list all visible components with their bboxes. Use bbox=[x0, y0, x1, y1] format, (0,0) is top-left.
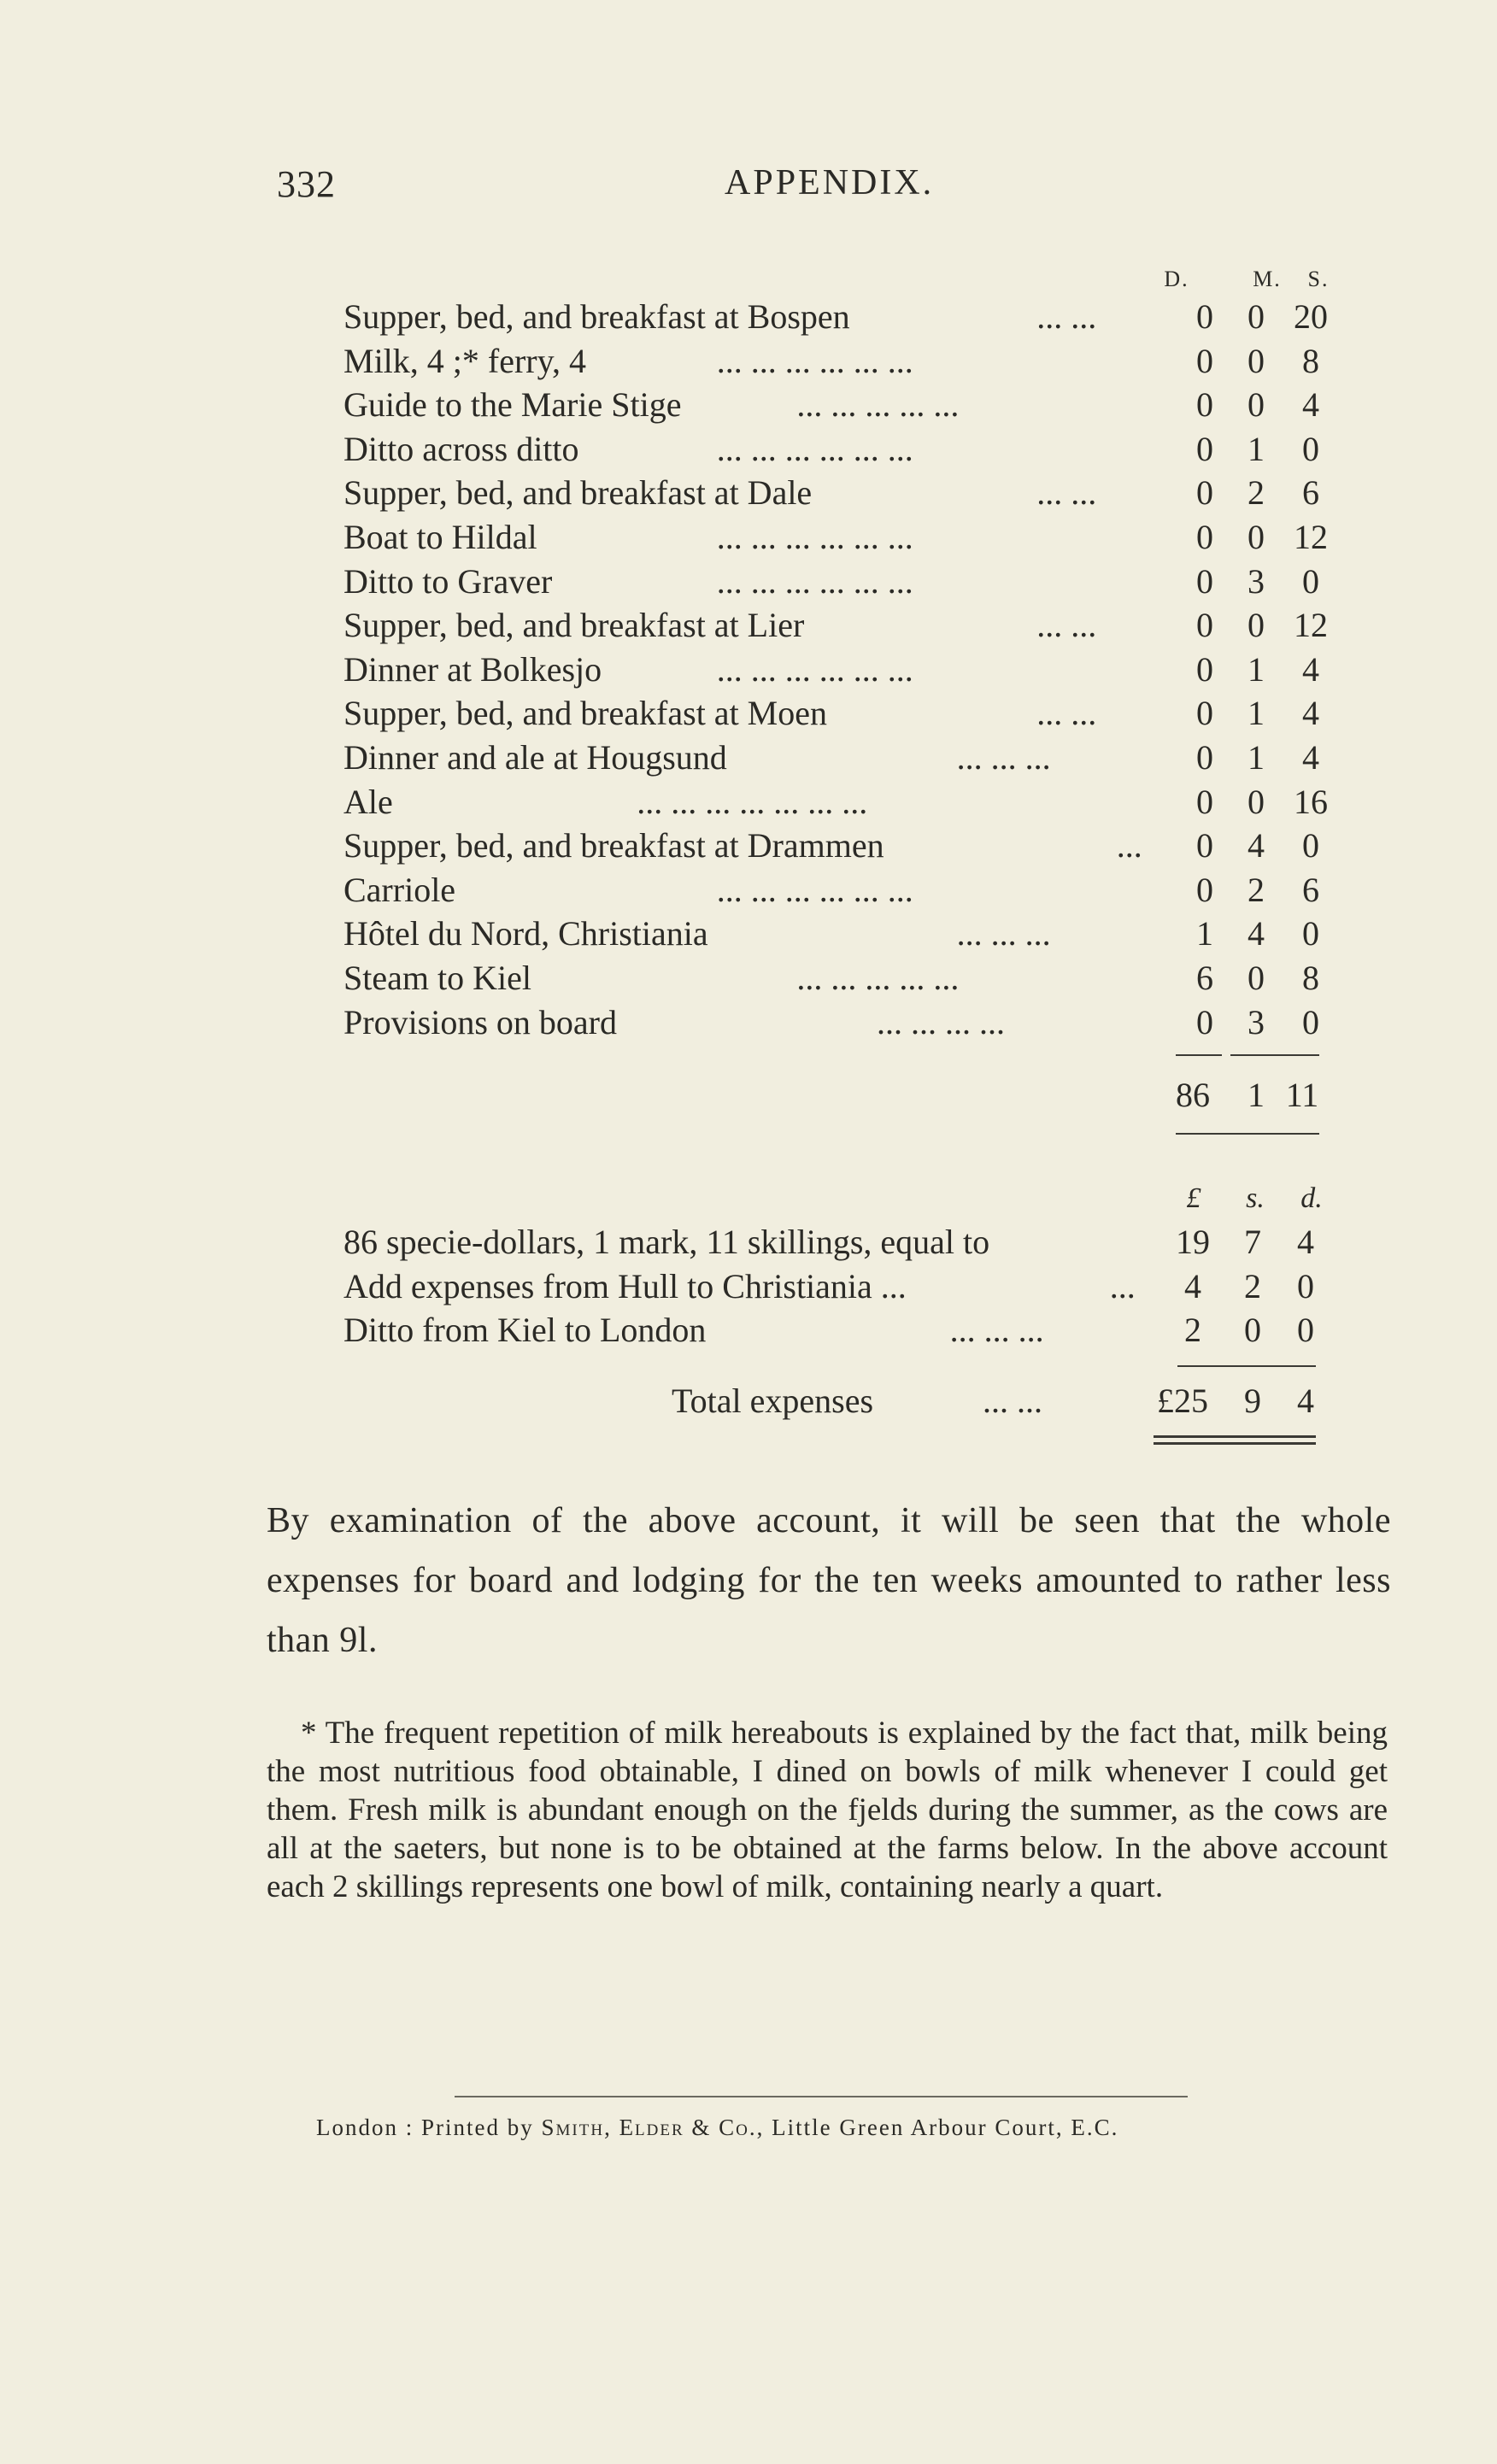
leader-dots: ... ... ... ... ... bbox=[796, 959, 960, 997]
amount-dollars: 0 bbox=[1196, 738, 1213, 777]
amount-marks: 4 bbox=[1248, 914, 1265, 953]
total-expenses-row bbox=[0, 1379, 1497, 1423]
expense-row bbox=[0, 383, 1497, 427]
expense-row bbox=[0, 560, 1497, 604]
amount-dollars: 0 bbox=[1196, 871, 1213, 909]
column-head-pence: d. bbox=[1300, 1182, 1323, 1214]
total-dollars: 86 bbox=[1176, 1076, 1210, 1114]
amount-dollars: 0 bbox=[1196, 385, 1213, 424]
leader-dots: ... ... bbox=[1036, 694, 1097, 732]
expense-row bbox=[0, 691, 1497, 736]
expense-row bbox=[0, 780, 1497, 824]
amount-marks: 0 bbox=[1248, 783, 1265, 821]
amount-shillings: 0 bbox=[1244, 1311, 1261, 1349]
expense-item: Supper, bed, and breakfast at Moen bbox=[343, 694, 827, 732]
expense-row bbox=[0, 868, 1497, 912]
amount-dollars: 0 bbox=[1196, 694, 1213, 732]
amount-shillings: 7 bbox=[1244, 1223, 1261, 1261]
leader-dots: ... ... ... ... ... ... bbox=[716, 518, 913, 556]
amount-skillings: 4 bbox=[1302, 650, 1319, 689]
expense-item: Ditto to Graver bbox=[343, 562, 553, 601]
amount-skillings: 6 bbox=[1302, 871, 1319, 909]
amount-marks: 0 bbox=[1248, 385, 1265, 424]
amount-marks: 1 bbox=[1248, 430, 1265, 468]
total-skillings: 11 bbox=[1285, 1076, 1319, 1114]
page-number: 332 bbox=[277, 163, 336, 205]
total-expenses-label: Total expenses bbox=[672, 1382, 874, 1420]
amount-skillings: 8 bbox=[1302, 959, 1319, 997]
sum-rule bbox=[1177, 1365, 1316, 1367]
amount-marks: 2 bbox=[1248, 871, 1265, 909]
leader-dots: ... ... ... bbox=[949, 1311, 1044, 1349]
amount-skillings: 4 bbox=[1302, 694, 1319, 732]
amount-marks: 4 bbox=[1248, 826, 1265, 865]
leader-dots: ... ... ... ... ... ... bbox=[716, 430, 913, 468]
expense-row bbox=[0, 515, 1497, 560]
amount-marks: 0 bbox=[1248, 606, 1265, 644]
amount-skillings: 0 bbox=[1302, 1003, 1319, 1041]
imprint-rule bbox=[455, 2096, 1188, 2097]
expense-row bbox=[0, 956, 1497, 1000]
column-head-marks: M. bbox=[1253, 267, 1282, 291]
page-header bbox=[0, 162, 1497, 205]
expense-row bbox=[0, 427, 1497, 472]
amount-marks: 3 bbox=[1248, 562, 1265, 601]
amount-marks: 0 bbox=[1248, 959, 1265, 997]
amount-marks: 1 bbox=[1248, 650, 1265, 689]
total-marks: 1 bbox=[1248, 1076, 1265, 1114]
leader-dots: ... ... ... bbox=[956, 738, 1051, 777]
expense-item: Ale bbox=[343, 783, 393, 821]
leader-dots: ... ... bbox=[1036, 473, 1097, 512]
leader-dots: ... ... ... bbox=[956, 914, 1051, 953]
column-head-shillings: s. bbox=[1246, 1182, 1265, 1214]
amount-skillings: 0 bbox=[1302, 430, 1319, 468]
expense-item: Dinner at Bolkesjo bbox=[343, 650, 602, 689]
amount-skillings: 4 bbox=[1302, 385, 1319, 424]
amount-marks: 1 bbox=[1248, 694, 1265, 732]
amount-skillings: 12 bbox=[1294, 606, 1328, 644]
amount-marks: 0 bbox=[1248, 342, 1265, 380]
total-pence: 4 bbox=[1297, 1382, 1314, 1420]
amount-pounds: 4 bbox=[1184, 1267, 1201, 1305]
amount-dollars: 0 bbox=[1196, 473, 1213, 512]
expense-row bbox=[0, 648, 1497, 692]
expense-row bbox=[0, 339, 1497, 384]
amount-pounds: 19 bbox=[1176, 1223, 1210, 1261]
sterling-row bbox=[0, 1308, 1497, 1352]
amount-skillings: 20 bbox=[1294, 297, 1328, 336]
amount-dollars: 0 bbox=[1196, 826, 1213, 865]
expense-row bbox=[0, 824, 1497, 868]
amount-skillings: 4 bbox=[1302, 738, 1319, 777]
expense-row bbox=[0, 471, 1497, 515]
leader-dots: ... ... ... ... ... ... bbox=[716, 871, 913, 909]
expense-row bbox=[0, 1000, 1497, 1045]
expense-row bbox=[0, 736, 1497, 780]
leader-dots: ... bbox=[1116, 826, 1142, 865]
expense-row bbox=[0, 912, 1497, 956]
amount-marks: 2 bbox=[1248, 473, 1265, 512]
expense-item: Boat to Hildal bbox=[343, 518, 537, 556]
amount-skillings: 6 bbox=[1302, 473, 1319, 512]
summary-paragraph: By examination of the above account, it will be seen that the whole expenses for board and lodging for the ten weeks amounted to rather less than 9l. bbox=[267, 1501, 1391, 1660]
expense-item: Supper, bed, and breakfast at Lier bbox=[343, 606, 805, 644]
column-head-pounds: £ bbox=[1186, 1182, 1201, 1214]
amount-dollars: 0 bbox=[1196, 562, 1213, 601]
amount-skillings: 0 bbox=[1302, 562, 1319, 601]
expense-item: Dinner and ale at Hougsund bbox=[343, 738, 727, 777]
amount-pence: 0 bbox=[1297, 1311, 1314, 1349]
total-shillings: 9 bbox=[1244, 1382, 1261, 1420]
leader-dots: ... ... ... ... ... ... bbox=[716, 650, 913, 689]
leader-dots: ... ... ... ... ... ... bbox=[716, 342, 913, 380]
expense-item: Hôtel du Nord, Christiania bbox=[343, 914, 708, 953]
amount-dollars: 0 bbox=[1196, 297, 1213, 336]
amount-marks: 1 bbox=[1248, 738, 1265, 777]
double-rule-bottom bbox=[1154, 1442, 1316, 1445]
sterling-item: Ditto from Kiel to London bbox=[343, 1311, 707, 1349]
imprint-suffix: , Little Green Arbour Court, E.C. bbox=[756, 2115, 1119, 2140]
leader-dots: ... ... bbox=[1036, 297, 1097, 336]
running-head: APPENDIX. bbox=[725, 163, 935, 202]
double-rule-top bbox=[1154, 1435, 1316, 1438]
amount-skillings: 16 bbox=[1294, 783, 1328, 821]
sterling-row bbox=[0, 1264, 1497, 1309]
leader-dots: ... ... ... ... ... bbox=[796, 385, 960, 424]
total-rule-marks-skillings bbox=[1230, 1054, 1319, 1056]
leader-dots: ... ... ... ... ... ... bbox=[716, 562, 913, 601]
leader-dots: ... ... bbox=[983, 1382, 1042, 1420]
amount-dollars: 0 bbox=[1196, 1003, 1213, 1041]
sterling-row bbox=[0, 1220, 1497, 1264]
amount-marks: 0 bbox=[1248, 518, 1265, 556]
amount-marks: 3 bbox=[1248, 1003, 1265, 1041]
amount-dollars: 1 bbox=[1196, 914, 1213, 953]
amount-marks: 0 bbox=[1248, 297, 1265, 336]
table-end-rule bbox=[1176, 1133, 1319, 1135]
expense-item: Carriole bbox=[343, 871, 456, 909]
amount-dollars: 0 bbox=[1196, 606, 1213, 644]
column-head-skillings: S. bbox=[1307, 267, 1330, 291]
expense-item: Provisions on board bbox=[343, 1003, 617, 1041]
amount-dollars: 0 bbox=[1196, 518, 1213, 556]
total-pounds: £25 bbox=[1157, 1382, 1208, 1420]
total-rule-dollars bbox=[1176, 1054, 1222, 1056]
printer-imprint bbox=[316, 2115, 1324, 2141]
norwegian-total-row bbox=[0, 1073, 1497, 1118]
expense-item: Guide to the Marie Stige bbox=[343, 385, 682, 424]
amount-dollars: 0 bbox=[1196, 342, 1213, 380]
expense-item: Supper, bed, and breakfast at Dale bbox=[343, 473, 813, 512]
imprint-printer: Smith, Elder & Co. bbox=[541, 2115, 757, 2140]
imprint-prefix: London : Printed by bbox=[316, 2115, 534, 2140]
amount-dollars: 6 bbox=[1196, 959, 1213, 997]
amount-pence: 0 bbox=[1297, 1267, 1314, 1305]
leader-dots: ... ... ... ... ... ... ... bbox=[637, 783, 868, 821]
expense-item: Milk, 4 ;* ferry, 4 bbox=[343, 342, 587, 380]
expense-item: Steam to Kiel bbox=[343, 959, 531, 997]
amount-dollars: 0 bbox=[1196, 650, 1213, 689]
amount-skillings: 12 bbox=[1294, 518, 1328, 556]
amount-dollars: 0 bbox=[1196, 783, 1213, 821]
expense-item: Supper, bed, and breakfast at Bospen bbox=[343, 297, 850, 336]
footnote-text: * The frequent repetition of milk hereabouts is explained by the fact that, milk being the most nutritious food obtainable, I dined on bowls of milk whenever I could get them. Fresh milk is abundant enough on the fjelds during the summer, as the cows are all at the saeters, but none is to be obtained at the farms below. In the above account each 2 skillings represents one bowl of milk, containing nearly a quart. bbox=[267, 1716, 1388, 1904]
amount-skillings: 0 bbox=[1302, 826, 1319, 865]
amount-pounds: 2 bbox=[1184, 1311, 1201, 1349]
amount-pence: 4 bbox=[1297, 1223, 1314, 1261]
expense-item: Supper, bed, and breakfast at Drammen bbox=[343, 826, 884, 865]
footnote bbox=[267, 1714, 1388, 1906]
expense-row bbox=[0, 295, 1497, 339]
leader-dots: ... ... ... ... bbox=[877, 1003, 1005, 1041]
amount-skillings: 0 bbox=[1302, 914, 1319, 953]
expense-row bbox=[0, 603, 1497, 648]
leader-dots: ... ... bbox=[1036, 606, 1097, 644]
sterling-item: 86 specie-dollars, 1 mark, 11 skillings, equal to bbox=[343, 1223, 990, 1261]
amount-dollars: 0 bbox=[1196, 430, 1213, 468]
amount-shillings: 2 bbox=[1244, 1267, 1261, 1305]
leader-dots: ... bbox=[1109, 1267, 1136, 1305]
column-head-dollars: D. bbox=[1164, 267, 1189, 291]
sterling-item: Add expenses from Hull to Christiania ... bbox=[343, 1267, 907, 1305]
amount-skillings: 8 bbox=[1302, 342, 1319, 380]
expense-item: Ditto across ditto bbox=[343, 430, 579, 468]
